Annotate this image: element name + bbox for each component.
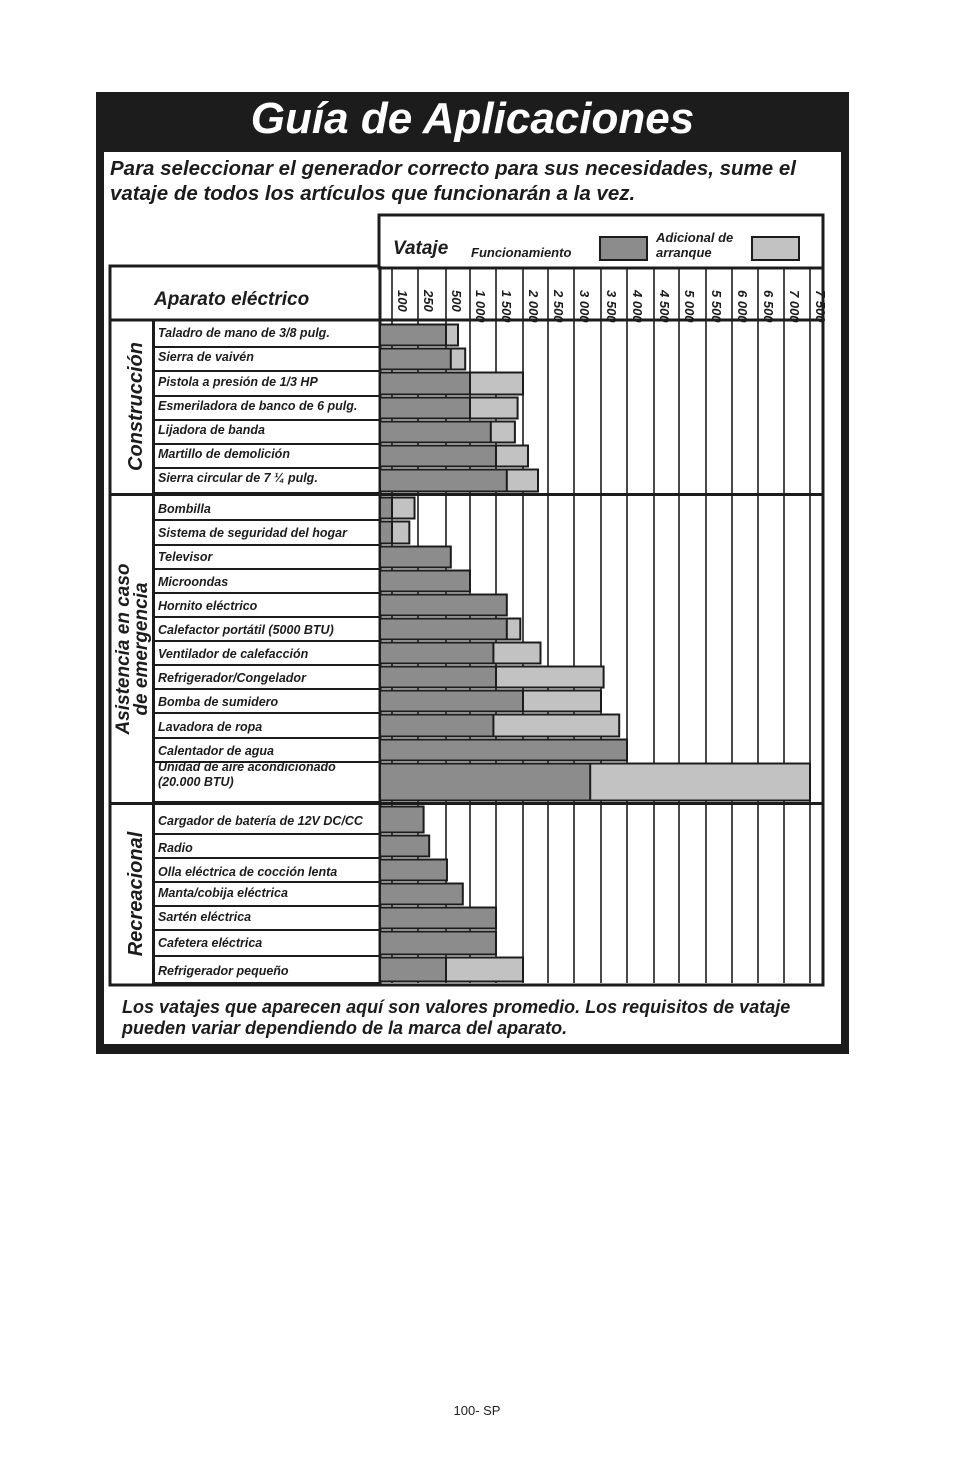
- bar-running: [380, 667, 496, 688]
- x-tick-label: 4 500: [657, 290, 672, 323]
- x-tick-label: 2 500: [551, 290, 566, 323]
- appliance-label: Lijadora de banda: [158, 423, 265, 437]
- bar-running: [380, 446, 496, 467]
- x-tick-label: 100: [395, 290, 410, 312]
- x-tick-label: 7 000: [787, 290, 802, 323]
- appliance-label: Ventilador de calefacción: [158, 647, 309, 661]
- group-label: Recreacional: [125, 831, 147, 957]
- appliance-label: Olla eléctrica de cocción lenta: [158, 865, 338, 879]
- x-tick-label: 7 500: [813, 290, 828, 323]
- appliance-label: Taladro de mano de 3/8 pulg.: [158, 326, 330, 340]
- intro-text: Para seleccionar el generador correcto para sus necesidades, sume el vataje de todos los artículos que funcionarán a la vez.: [110, 157, 796, 205]
- appliance-label: Lavadora de ropa: [158, 720, 263, 734]
- legend-swatch-running: [600, 237, 647, 260]
- bar-running: [380, 764, 590, 801]
- appliance-label: Martillo de demolición: [158, 447, 290, 461]
- legend-swatch-starting: [752, 237, 799, 260]
- x-tick-label: 2 000: [526, 290, 541, 323]
- bar-running: [380, 398, 470, 419]
- page-number: 100- SP: [453, 1403, 501, 1418]
- bar-running: [380, 422, 491, 443]
- x-tick-label: 3 500: [604, 290, 619, 323]
- x-tick-label: 250: [421, 290, 436, 312]
- appliance-label: Microondas: [158, 575, 229, 589]
- legend-label-running: Funcionamiento: [471, 245, 572, 260]
- appliance-label: Bombilla: [158, 502, 211, 516]
- bar-running: [380, 691, 523, 712]
- bar-running: [380, 740, 627, 761]
- bar-running: [380, 908, 496, 929]
- appliance-label: Cafetera eléctrica: [158, 936, 263, 950]
- bar-running: [380, 619, 507, 640]
- group-label: Construcción: [125, 342, 147, 471]
- value-header-label: Vataje: [393, 238, 449, 259]
- bar-running: [380, 860, 447, 881]
- x-tick-label: 6 500: [761, 290, 776, 323]
- appliance-label: Manta/cobija eléctrica: [158, 886, 288, 900]
- appliance-label: Sierra de vaivén: [158, 350, 254, 364]
- appliance-label: Hornito eléctrico: [158, 599, 258, 613]
- footnote-text: Los vatajes que aparecen aquí son valores promedio. Los requisitos de vataje pueden variar dependiendo de la marca del aparato.: [122, 997, 791, 1038]
- bar-running: [380, 595, 507, 616]
- bar-running: [380, 884, 463, 905]
- appliance-label: Radio: [158, 841, 193, 855]
- group-label: de emergencia: [131, 582, 152, 716]
- bar-running: [380, 958, 446, 982]
- appliance-label: Esmeriladora de banco de 6 pulg.: [158, 399, 358, 413]
- x-tick-label: 5 500: [709, 290, 724, 323]
- x-tick-label: 6 000: [735, 290, 750, 323]
- x-tick-label: 4 000: [630, 290, 645, 323]
- row-header-label: Aparato eléctrico: [154, 289, 310, 310]
- appliance-label: Sierra circular de 7 ¼ pulg.: [158, 471, 318, 485]
- bar-running: [380, 373, 470, 395]
- bar-running: [380, 836, 429, 857]
- x-tick-label: 5 000: [682, 290, 697, 323]
- x-tick-label: 1 000: [473, 290, 488, 323]
- appliance-label: Televisor: [158, 550, 213, 564]
- appliance-label: Pistola a presión de 1/3 HP: [158, 375, 318, 389]
- bar-running: [380, 932, 496, 955]
- appliance-label: Cargador de batería de 12V DC/CC: [158, 814, 363, 828]
- x-tick-label: 3 000: [577, 290, 592, 323]
- bar-running: [380, 571, 470, 592]
- bar-running: [380, 547, 451, 568]
- group-label: Asistencia en caso: [113, 563, 134, 735]
- page-title: Guía de Aplicaciones: [250, 94, 695, 143]
- bar-running: [380, 522, 392, 544]
- bar-running: [380, 498, 392, 519]
- appliance-label: Sartén eléctrica: [158, 910, 252, 924]
- bar-running: [380, 325, 446, 346]
- bar-running: [380, 470, 507, 492]
- appliance-label: Calefactor portátil (5000 BTU): [158, 623, 334, 637]
- bar-running: [380, 807, 424, 833]
- legend-label-starting: Adicional de arranque: [656, 230, 734, 260]
- appliance-label: Refrigerador pequeño: [158, 964, 289, 978]
- bar-running: [380, 349, 451, 370]
- bar-running: [380, 715, 493, 737]
- x-tick-label: 500: [449, 290, 464, 312]
- appliance-label: Refrigerador/Congelador: [158, 671, 306, 685]
- appliance-label: Unidad de aire acondicionado (20.000 BTU): [158, 760, 336, 789]
- bar-running: [380, 643, 493, 664]
- appliance-label: Sistema de seguridad del hogar: [158, 526, 347, 540]
- x-tick-label: 1 500: [499, 290, 514, 323]
- appliance-label: Calentador de agua: [158, 744, 274, 758]
- appliance-label: Bomba de sumidero: [158, 695, 279, 709]
